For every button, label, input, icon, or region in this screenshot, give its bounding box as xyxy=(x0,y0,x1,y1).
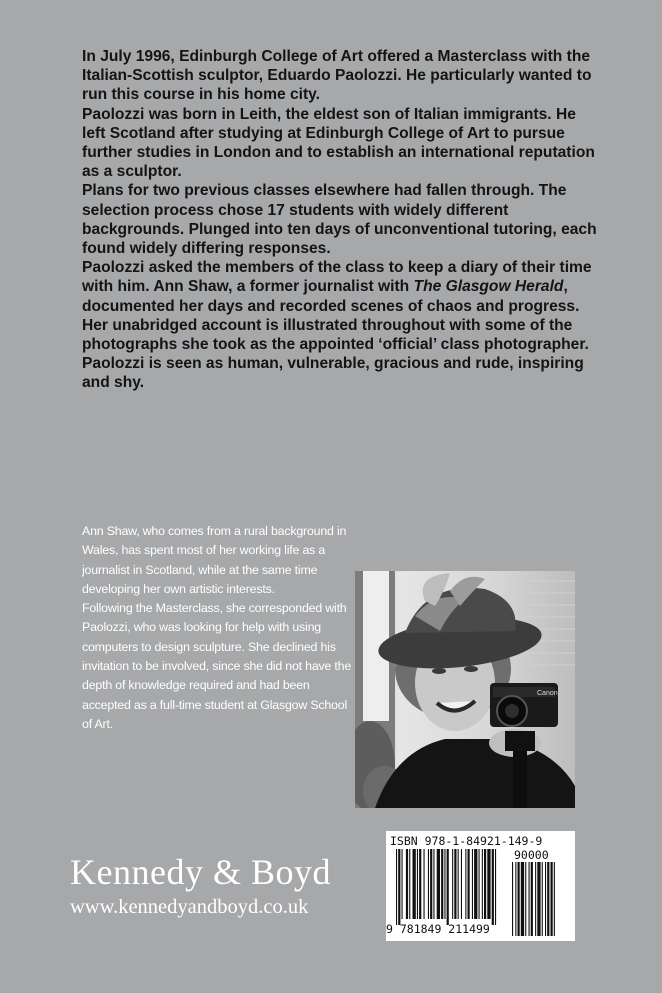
publisher-imprint xyxy=(70,852,380,920)
blurb-paragraph-3: Plans for two previous classes elsewhere had fallen through. The selection process chose 17 students with widely different backgrounds. Plunged into ten days of unconventional tutoring, each found widely differing responses. xyxy=(82,182,597,258)
isbn-barcode xyxy=(386,831,575,941)
blurb-paragraph-4-start: Paolozzi asked the members of the class to keep a diary of their time with him. Ann Shaw, a former journalist with xyxy=(82,259,592,296)
blurb-paragraph-5: Paolozzi is seen as human, vulnerable, gracious and rude, inspiring and shy. xyxy=(82,355,584,392)
isbn-label: ISBN 978-1-84921-149-9 xyxy=(390,834,543,848)
bio-paragraph-1: Ann Shaw, who comes from a rural background in Wales, has spent most of her working life as a journalist in Scotland, while at the same time developing her own artistic interests. xyxy=(82,524,347,596)
camera-brand-label: Canon xyxy=(537,690,558,697)
newspaper-title: The Glasgow Herald xyxy=(413,278,564,296)
publisher-url: www.kennedyandboyd.co.uk xyxy=(70,896,309,918)
price-code: 90000 xyxy=(514,848,549,862)
publisher-name: Kennedy & Boyd xyxy=(70,852,331,892)
author-photo-illustration xyxy=(355,571,575,808)
bio-paragraph-2: Following the Masterclass, she corresponded with Paolozzi, who was looking for help with using computers to design sculpture. She declined his invitation to be involved, since she did not have the depth of knowledge required and had been accepted as a full-time student at Glasgow School of Art. xyxy=(82,601,352,731)
blurb-paragraph-4 xyxy=(82,258,602,354)
blurb-paragraph-1: In July 1996, Edinburgh College of Art offered a Masterclass with the Italian-Scottish sculptor, Eduardo Paolozzi. He particularly wanted to run this course in his home city. xyxy=(82,48,592,104)
blurb-paragraph-4-end: , documented her days and recorded scenes of chaos and progress. Her unabridged account is illustrated throughout with some of the photographs she took as the appointed ‘official’ class photographer. xyxy=(82,278,589,354)
blurb-paragraph-2: Paolozzi was born in Leith, the eldest son of Italian immigrants. He left Scotland after studying at Edinburgh College of Art to pursue further studies in London and to establish an international reputation as a sculptor. xyxy=(82,105,595,181)
back-cover-blurb xyxy=(82,47,602,393)
author-bio xyxy=(82,522,352,734)
barcode-digits: 9 781849 211499 xyxy=(386,922,490,936)
author-photo xyxy=(355,571,575,808)
